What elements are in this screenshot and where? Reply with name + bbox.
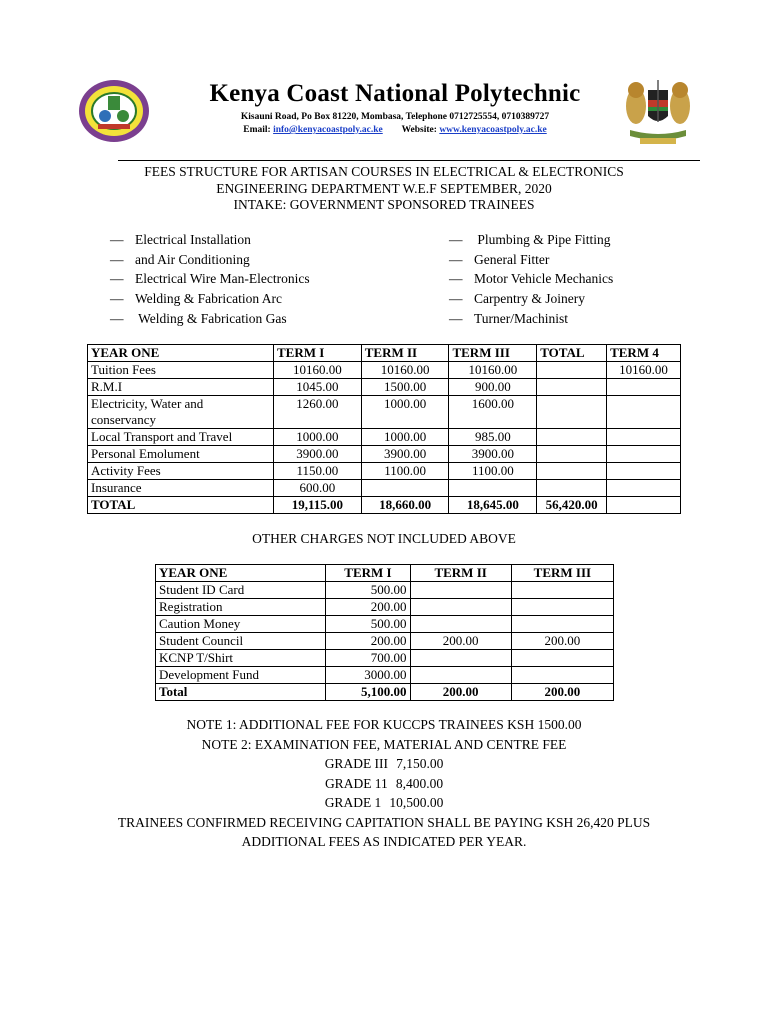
email-link[interactable]: info@kenyacoastpoly.ac.ke: [273, 125, 383, 135]
heading-line-1: FEES STRUCTURE FOR ARTISAN COURSES IN ELECTRICAL & ELECTRONICS: [144, 164, 624, 179]
note-1: NOTE 1: ADDITIONAL FEE FOR KUCCPS TRAINEES KSH 1500.00: [186, 717, 582, 732]
header-term-2: TERM II: [410, 565, 511, 582]
table-row: Electricity, Water and conservancy 1260.00 1000.00 1600.00: [88, 396, 681, 429]
address-line: Kisauni Road, Po Box 81220, Mombasa, Telephone 0712725554, 0710389727: [240, 112, 550, 122]
list-item: — Carpentry & Joinery: [449, 291, 585, 307]
header-term-1: TERM I: [274, 345, 362, 362]
heading-line-3: INTAKE: GOVERNMENT SPONSORED TRAINEES: [233, 197, 535, 212]
header-term-1: TERM I: [326, 565, 410, 582]
table-row: Student Council 200.00 200.00 200.00: [156, 633, 614, 650]
table-row: Student ID Card 500.00: [156, 582, 614, 599]
website-label: Website:: [401, 125, 437, 135]
table-row: Personal Emolument 3900.00 3900.00 3900.00: [88, 446, 681, 463]
header-term-3: TERM III: [511, 565, 613, 582]
list-item: — and Air Conditioning: [110, 251, 250, 267]
note-2: NOTE 2: EXAMINATION FEE, MATERIAL AND CENTRE FEE: [201, 736, 567, 752]
table-row: Activity Fees 1150.00 1100.00 1100.00: [88, 463, 681, 480]
table-row: Insurance 600.00: [88, 480, 681, 497]
table-row: Caution Money 500.00: [156, 616, 614, 633]
grade-line: GRADE 11 8,400.00: [324, 775, 444, 791]
list-item: — General Fitter: [449, 251, 550, 267]
other-charges-table: [155, 564, 614, 701]
header-year-one: YEAR ONE: [156, 565, 326, 582]
table-row: KCNP T/Shirt 700.00: [156, 650, 614, 667]
table-header-row: [88, 345, 681, 362]
website-link[interactable]: www.kenyacoastpoly.ac.ke: [439, 125, 547, 135]
capitation-note-line-1: TRAINEES CONFIRMED RECEIVING CAPITATION SHALL BE PAYING KSH 26,420 PLUS: [117, 814, 651, 830]
header-total: TOTAL: [537, 345, 607, 362]
table-total-row: TOTAL 19,115.00 18,660.00 18,645.00 56,420.00: [88, 497, 681, 514]
list-item: — Welding & Fabrication Gas: [110, 310, 287, 326]
table-row: Registration 200.00: [156, 599, 614, 616]
table-header-row: [156, 565, 614, 582]
email-label: Email:: [243, 125, 271, 135]
table-row: Tuition Fees 10160.00 10160.00 10160.00 10160.00: [88, 362, 681, 379]
contact-line: [150, 125, 640, 135]
header-term-4: TERM 4: [607, 345, 681, 362]
grade-line: GRADE 1 10,500.00: [324, 795, 444, 810]
document-heading: [100, 164, 668, 214]
polytechnic-logo: [78, 78, 150, 144]
list-item: — Turner/Machinist: [449, 310, 568, 326]
list-item: — Motor Vehicle Mechanics: [449, 271, 614, 287]
list-item: — Plumbing & Pipe Fitting: [449, 232, 611, 247]
header-divider: [118, 160, 700, 161]
list-item: — Electrical Wire Man-Electronics: [110, 271, 310, 287]
capitation-note-line-2: ADDITIONAL FEES AS INDICATED PER YEAR.: [241, 834, 527, 849]
table-row: R.M.I 1045.00 1500.00 900.00: [88, 379, 681, 396]
header-term-2: TERM II: [361, 345, 449, 362]
course-list-left: [110, 230, 310, 329]
list-item: — Electrical Installation: [110, 232, 251, 247]
fees-table: [87, 344, 681, 514]
header-year-one: YEAR ONE: [88, 345, 274, 362]
table-row: Local Transport and Travel 1000.00 1000.00 985.00: [88, 429, 681, 446]
course-list-right: [449, 230, 613, 329]
grade-line: GRADE III 7,150.00: [324, 756, 444, 771]
notes-section: [60, 715, 708, 852]
list-item: — Welding & Fabrication Arc: [110, 291, 283, 307]
table-row: Development Fund 3000.00: [156, 667, 614, 684]
heading-line-2: ENGINEERING DEPARTMENT W.E.F SEPTEMBER, 2020: [216, 180, 552, 196]
table-total-row: Total 5,100.00 200.00 200.00: [156, 684, 614, 701]
header-term-3: TERM III: [449, 345, 537, 362]
other-charges-title: OTHER CHARGES NOT INCLUDED ABOVE: [252, 531, 516, 546]
institution-title: Kenya Coast National Polytechnic: [209, 80, 581, 107]
